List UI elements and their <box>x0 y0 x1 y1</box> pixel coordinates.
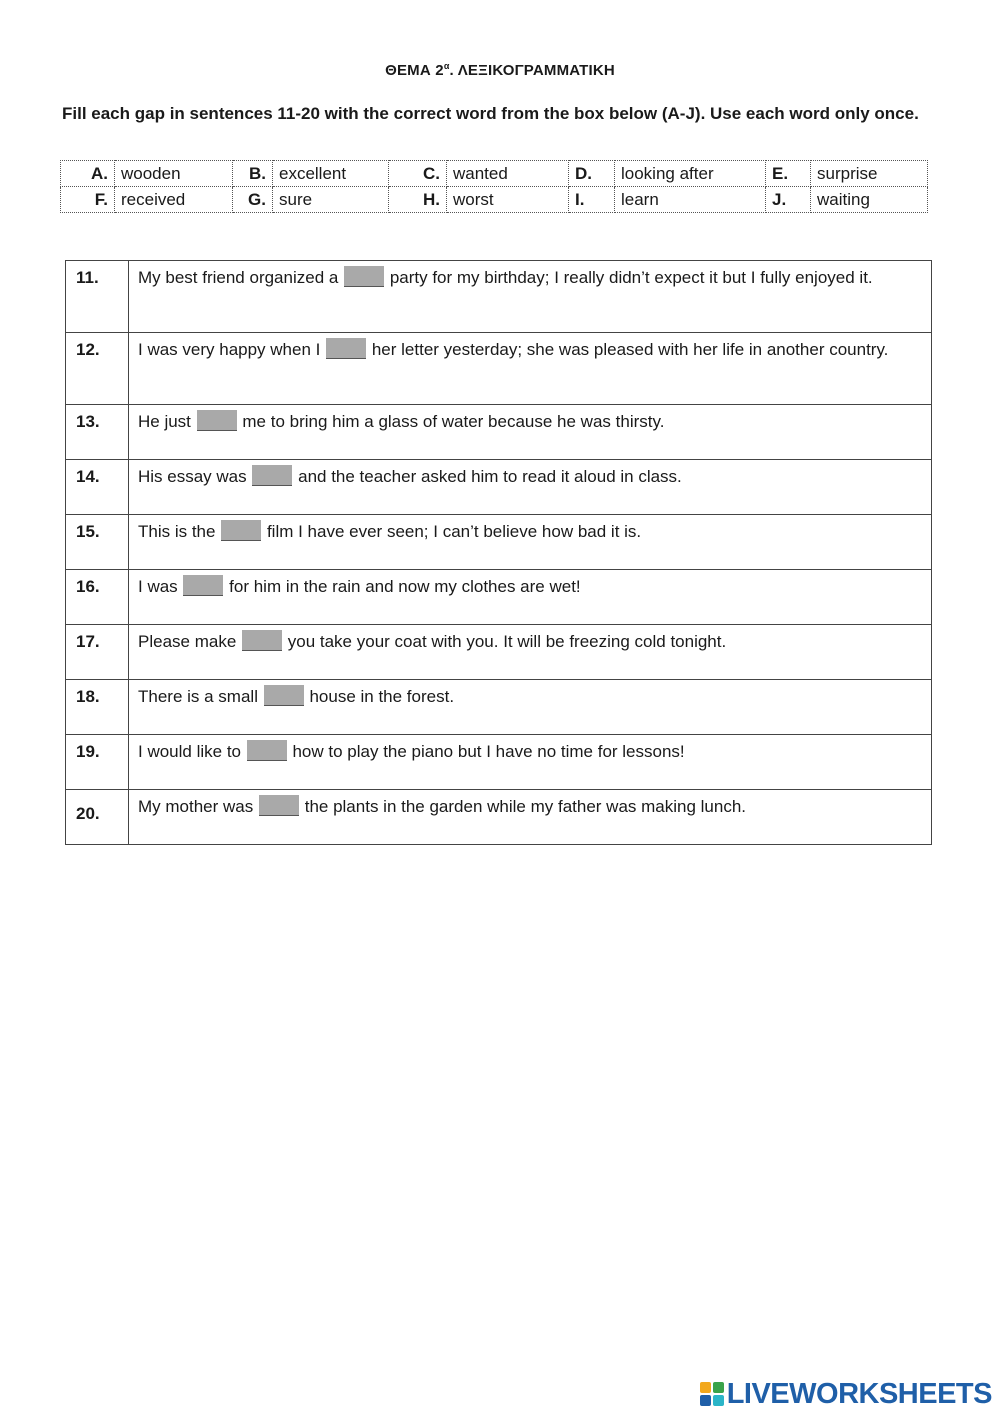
logo-square <box>713 1382 724 1393</box>
answer-gap[interactable] <box>221 520 261 541</box>
word-box-row <box>61 161 928 187</box>
answer-gap[interactable] <box>197 410 237 431</box>
sentence-text: I was <box>138 577 178 596</box>
word-option: learn <box>615 187 766 213</box>
item-number: 17. <box>66 625 129 680</box>
item-number: 15. <box>66 515 129 570</box>
word-letter: I. <box>569 187 615 213</box>
sentence <box>129 460 932 515</box>
word-box <box>60 160 928 213</box>
answer-gap[interactable] <box>259 795 299 816</box>
sentence-text: you take your coat with you. It will be freezing cold tonight. <box>287 632 727 651</box>
sentence <box>129 405 932 460</box>
sentence-text: This is the <box>138 522 216 541</box>
word-letter: D. <box>569 161 615 187</box>
item-number: 19. <box>66 735 129 790</box>
word-option: wooden <box>115 161 233 187</box>
word-option: looking after <box>615 161 766 187</box>
logo-text: LIVEWORKSHEETS <box>726 1377 992 1410</box>
answer-gap[interactable] <box>183 575 223 596</box>
word-option: worst <box>447 187 569 213</box>
sentence-text: her letter yesterday; she was pleased with her life in another country. <box>371 340 889 359</box>
logo-square <box>700 1395 711 1406</box>
word-letter: H. <box>389 187 447 213</box>
sentence-text: My best friend organized a <box>138 268 339 287</box>
item-number: 12. <box>66 333 129 405</box>
sentence <box>129 680 932 735</box>
word-option: waiting <box>811 187 928 213</box>
word-option: surprise <box>811 161 928 187</box>
item-number: 13. <box>66 405 129 460</box>
sentence-text: I would like to <box>138 742 241 761</box>
item-number: 11. <box>66 261 129 333</box>
word-letter: E. <box>766 161 811 187</box>
sentence-text: There is a small <box>138 687 258 706</box>
item-number: 18. <box>66 680 129 735</box>
answer-gap[interactable] <box>252 465 292 486</box>
sentence-text: how to play the piano but I have no time for lessons! <box>292 742 685 761</box>
sentence <box>129 735 932 790</box>
item-number: 16. <box>66 570 129 625</box>
word-letter: C. <box>389 161 447 187</box>
heading-superscript: α <box>443 61 450 71</box>
word-option: wanted <box>447 161 569 187</box>
sentence-text: I was very happy when I <box>138 340 321 359</box>
heading-rest: . ΛΕΞΙΚΟΓΡΑΜΜΑΤΙΚΗ <box>449 62 615 79</box>
heading-main: ΘΕΜΑ 2 <box>385 62 444 79</box>
word-letter: J. <box>766 187 811 213</box>
sentence-text: house in the forest. <box>309 687 455 706</box>
sentence-text: party for my birthday; I really didn’t expect it but I fully enjoyed it. <box>389 268 873 287</box>
sentence-text: His essay was <box>138 467 247 486</box>
page-heading <box>0 62 1000 79</box>
logo-mark-icon <box>700 1382 724 1406</box>
instructions: Fill each gap in sentences 11-20 with the correct word from the box below (A-J). Use each word only once. <box>62 104 919 123</box>
sentence <box>129 625 932 680</box>
sentence <box>129 261 932 333</box>
sentence <box>129 790 932 845</box>
sentence-text: film I have ever seen; I can’t believe how bad it is. <box>266 522 642 541</box>
sentence-text: My mother was <box>138 797 254 816</box>
word-option: sure <box>273 187 389 213</box>
sentence-text: for him in the rain and now my clothes are wet! <box>229 577 581 596</box>
sentence <box>129 333 932 405</box>
answer-gap[interactable] <box>344 266 384 287</box>
exercise-row <box>66 460 932 515</box>
word-box-row <box>61 187 928 213</box>
word-option: excellent <box>273 161 389 187</box>
word-letter: B. <box>233 161 273 187</box>
exercise-row <box>66 405 932 460</box>
exercise-table <box>65 260 932 845</box>
word-letter: F. <box>61 187 115 213</box>
item-number: 20. <box>66 790 129 845</box>
logo-square <box>700 1382 711 1393</box>
exercise-row <box>66 680 932 735</box>
exercise-row <box>66 515 932 570</box>
word-letter: G. <box>233 187 273 213</box>
sentence <box>129 570 932 625</box>
exercise-row <box>66 570 932 625</box>
sentence-text: and the teacher asked him to read it aloud in class. <box>298 467 682 486</box>
answer-gap[interactable] <box>247 740 287 761</box>
liveworksheets-logo <box>700 1378 992 1410</box>
sentence-text: He just <box>138 412 191 431</box>
answer-gap[interactable] <box>242 630 282 651</box>
exercise-row <box>66 735 932 790</box>
sentence-text: me to bring him a glass of water because he was thirsty. <box>242 412 665 431</box>
sentence-text: the plants in the garden while my father was making lunch. <box>304 797 747 816</box>
answer-gap[interactable] <box>264 685 304 706</box>
exercise-row <box>66 261 932 333</box>
word-letter: A. <box>61 161 115 187</box>
sentence-text: Please make <box>138 632 237 651</box>
exercise-row <box>66 625 932 680</box>
item-number: 14. <box>66 460 129 515</box>
exercise-row <box>66 790 932 845</box>
logo-square <box>713 1395 724 1406</box>
word-option: received <box>115 187 233 213</box>
sentence <box>129 515 932 570</box>
exercise-row <box>66 333 932 405</box>
answer-gap[interactable] <box>326 338 366 359</box>
